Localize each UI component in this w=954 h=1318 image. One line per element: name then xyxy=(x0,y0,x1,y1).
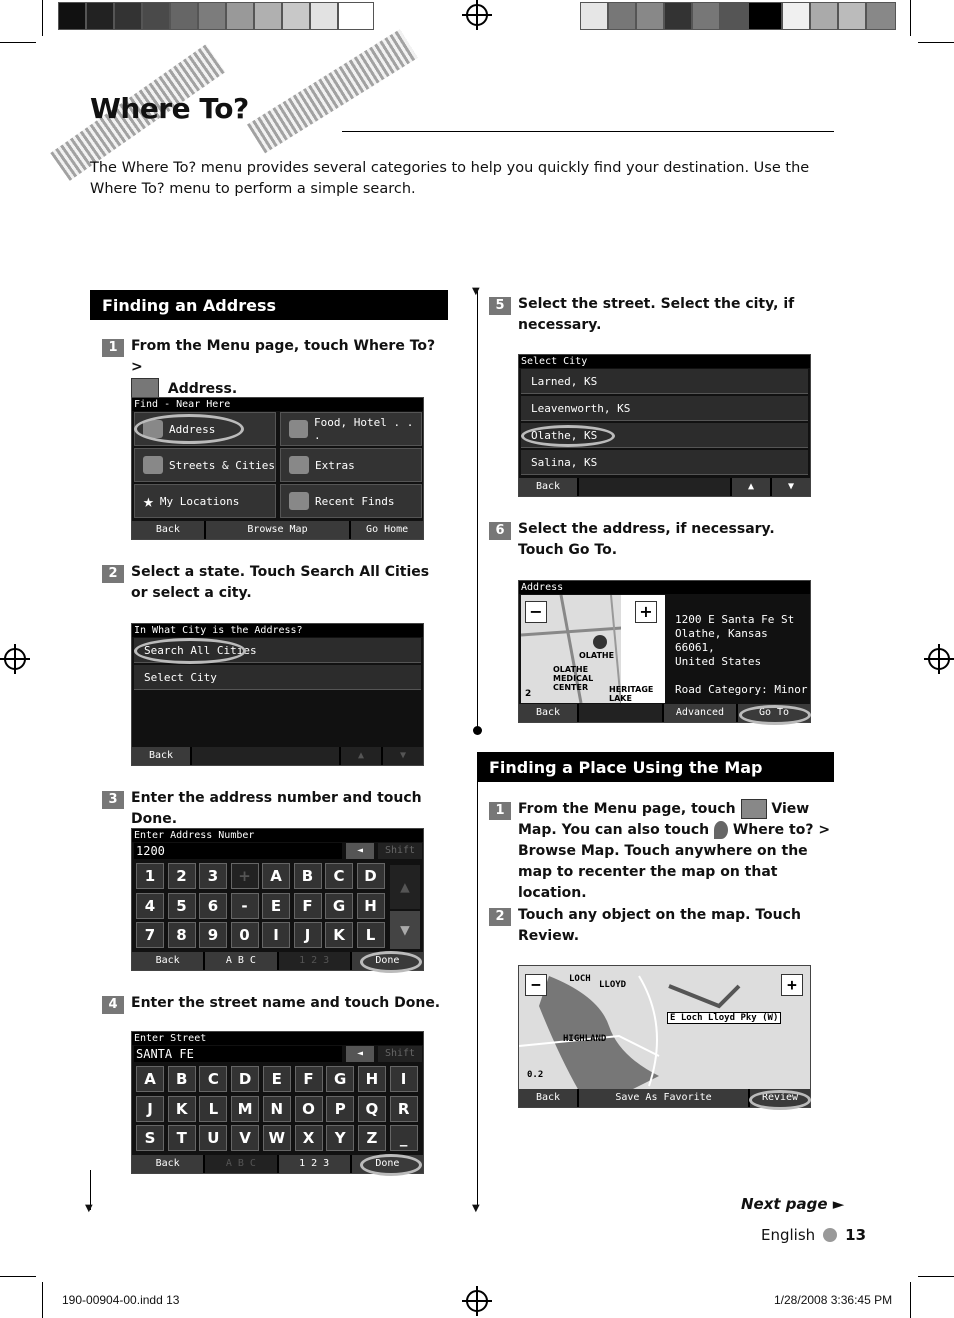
key-button[interactable]: N xyxy=(263,1096,291,1122)
zoom-in-icon[interactable]: + xyxy=(635,601,657,623)
key-button[interactable]: Q xyxy=(358,1096,386,1122)
key-button[interactable]: - xyxy=(231,893,259,919)
bullet-dot-icon xyxy=(823,1228,837,1242)
flow-arrow-icon: ▼ xyxy=(85,1203,93,1214)
city-row[interactable]: Larned, KS xyxy=(521,369,808,394)
key-button[interactable]: 1 xyxy=(136,863,164,889)
screen-title: In What City is the Address? xyxy=(132,624,423,637)
step-text: Select a state. Touch Search All Cities or select a city. xyxy=(131,564,430,601)
extras-button[interactable] xyxy=(280,448,422,482)
screen-title: Select City xyxy=(519,355,810,368)
road-label: E Loch Lloyd Pky (W) xyxy=(667,1012,781,1024)
address-line: United States xyxy=(675,655,762,668)
map-scale: 0.2 xyxy=(527,1070,544,1080)
shift-button[interactable]: Shift xyxy=(378,843,422,859)
flow-arrow-icon: ▼ xyxy=(472,1203,480,1214)
screen-button-bar xyxy=(519,478,810,496)
select-city-row[interactable]: Select City xyxy=(134,665,421,690)
step-text-part: Map. Touch anywhere on the map to recenter the map on that location. xyxy=(518,843,808,901)
screen-find-near-here xyxy=(131,397,424,540)
scroll-up-icon[interactable]: ▲ xyxy=(390,865,420,909)
key-button[interactable]: S xyxy=(136,1125,164,1151)
review-button[interactable]: Review xyxy=(750,1089,810,1107)
browse-map-button[interactable]: Browse Map xyxy=(206,521,350,539)
button-label: My Locations xyxy=(159,494,240,508)
down-arrow-icon[interactable]: ▼ xyxy=(383,747,423,765)
registration-mark-left xyxy=(4,648,26,670)
step-text xyxy=(131,336,451,400)
key-button[interactable]: E xyxy=(262,893,290,919)
key-button[interactable]: R xyxy=(390,1096,418,1122)
highlight-oval xyxy=(134,414,244,444)
key-button[interactable]: X xyxy=(295,1125,323,1151)
step-text-part: View Map. xyxy=(518,801,810,838)
key-button[interactable]: 7 xyxy=(136,922,164,948)
key-button[interactable]: B xyxy=(294,863,322,889)
map-label: OLATHE MEDICAL CENTER xyxy=(553,665,594,692)
key-button[interactable]: + xyxy=(231,863,259,889)
key-button[interactable]: 8 xyxy=(168,922,196,948)
key-button[interactable]: H xyxy=(357,893,385,919)
print-slug-right: 1/28/2008 3:36:45 PM xyxy=(774,1293,893,1307)
city-row[interactable]: Salina, KS xyxy=(521,450,808,475)
zoom-out-icon[interactable]: − xyxy=(525,601,547,623)
step-number: 6 xyxy=(489,522,511,540)
key-button[interactable]: U xyxy=(199,1125,227,1151)
key-button[interactable]: 5 xyxy=(168,893,196,919)
tire-tread-decoration xyxy=(247,29,418,153)
step-text: Select the address, if necessary. Touch Go To. xyxy=(518,521,775,558)
street-input[interactable]: SANTA FE xyxy=(134,1046,342,1062)
screen-title: Find - Near Here xyxy=(132,398,423,411)
key-button[interactable]: G xyxy=(326,1066,354,1092)
zoom-out-icon[interactable]: − xyxy=(525,974,547,996)
key-button[interactable]: 0 xyxy=(231,922,259,948)
intro-paragraph: The Where To? menu provides several categories to help you quickly find your destination. Use the Where To? menu to perform a simple search. xyxy=(90,160,810,197)
key-button[interactable]: 6 xyxy=(199,893,227,919)
step-number: 4 xyxy=(102,996,124,1014)
screen-button-bar xyxy=(132,747,423,765)
road-category: Road Category: Minor xyxy=(675,683,808,696)
key-button[interactable]: H xyxy=(358,1066,386,1092)
my-locations-button[interactable] xyxy=(134,484,276,518)
key-button[interactable]: 3 xyxy=(199,863,227,889)
flow-arrow-icon: ▼ xyxy=(472,286,480,297)
done-button[interactable]: Done xyxy=(352,1155,423,1173)
back-button[interactable]: Back xyxy=(132,1155,203,1173)
address-info xyxy=(675,613,810,697)
done-button[interactable]: Done xyxy=(352,952,423,970)
food-hotel-button[interactable] xyxy=(280,412,422,446)
back-button[interactable]: Back xyxy=(132,521,204,539)
screen-map-review xyxy=(518,965,811,1108)
title-rule xyxy=(342,131,834,132)
city-row[interactable]: Olathe, KS xyxy=(521,423,808,448)
back-button[interactable]: Back xyxy=(519,704,577,722)
screen-address-detail xyxy=(518,580,811,723)
shift-button[interactable]: Shift xyxy=(378,1046,422,1062)
back-button[interactable]: Back xyxy=(132,952,203,970)
print-slug-left: 190-00904-00.indd 13 xyxy=(62,1293,180,1307)
button-label: Streets & Cities xyxy=(169,458,275,472)
extras-icon xyxy=(289,456,309,474)
screen-city-selection xyxy=(131,623,424,766)
back-button[interactable]: Back xyxy=(519,1089,577,1107)
key-button[interactable]: D xyxy=(231,1066,259,1092)
flow-dot-icon xyxy=(473,726,482,735)
step-text-part: Where to? > Browse xyxy=(518,822,831,859)
key-button[interactable]: I xyxy=(262,922,290,948)
go-home-button[interactable]: Go Home xyxy=(351,521,423,539)
key-button[interactable]: G xyxy=(325,893,353,919)
map-label: OLATHE xyxy=(579,651,615,660)
button-label: Extras xyxy=(315,458,355,472)
key-button[interactable]: C xyxy=(199,1066,227,1092)
screen-title: Enter Street xyxy=(132,1032,423,1045)
streets-cities-button[interactable] xyxy=(134,448,276,482)
key-button[interactable]: F xyxy=(295,1066,323,1092)
back-button[interactable]: Back xyxy=(132,747,190,765)
key-button[interactable]: W xyxy=(263,1125,291,1151)
step-text-part: From the Menu page, touch xyxy=(518,801,736,817)
address-line: Olathe, Kansas 66061, xyxy=(675,627,768,654)
step-text: Enter the street name and touch Done. xyxy=(131,995,441,1011)
highlight-oval xyxy=(521,425,615,447)
backspace-icon[interactable]: ◄ xyxy=(346,843,374,859)
step-number: 1 xyxy=(102,339,124,357)
key-button[interactable]: K xyxy=(168,1096,196,1122)
key-button[interactable]: 2 xyxy=(168,863,196,889)
backspace-icon[interactable]: ◄ xyxy=(346,1046,374,1062)
key-button[interactable]: Y xyxy=(326,1125,354,1151)
key-button[interactable]: T xyxy=(168,1125,196,1151)
map-label: HERITAGE LAKE xyxy=(609,685,654,703)
step-number: 2 xyxy=(102,565,124,583)
key-button[interactable]: B xyxy=(168,1066,196,1092)
step-text: Select the street. Select the city, if necessary. xyxy=(518,296,795,333)
button-label: Food, Hotel . . . xyxy=(314,416,414,442)
back-button[interactable]: Back xyxy=(519,478,577,496)
flow-line xyxy=(477,290,478,730)
map-area[interactable] xyxy=(519,966,812,1091)
step-number: 2 xyxy=(489,908,511,926)
address-line: 1200 E Santa Fe St xyxy=(675,613,795,626)
down-arrow-icon[interactable]: ▼ xyxy=(772,478,810,496)
key-button[interactable]: A xyxy=(136,1066,164,1092)
section-heading-finding-place-map: Finding a Place Using the Map xyxy=(477,752,834,782)
key-button[interactable]: F xyxy=(294,893,322,919)
up-arrow-icon[interactable]: ▲ xyxy=(341,747,381,765)
key-button[interactable]: Z xyxy=(358,1125,386,1151)
highlight-oval xyxy=(360,1154,422,1176)
button-label: Recent Finds xyxy=(315,494,395,508)
registration-mark-bottom xyxy=(466,1290,488,1312)
registration-mark-right xyxy=(928,648,950,670)
screen-button-bar xyxy=(132,521,423,539)
screen-enter-street xyxy=(131,1031,424,1174)
up-arrow-icon[interactable]: ▲ xyxy=(732,478,770,496)
key-button[interactable]: L xyxy=(199,1096,227,1122)
page-title: Where To? xyxy=(90,92,249,125)
recent-finds-button[interactable] xyxy=(280,484,422,518)
map-preview[interactable] xyxy=(521,595,665,703)
location-pin-icon xyxy=(593,635,607,649)
step-number: 1 xyxy=(489,802,511,820)
empty-slot xyxy=(192,747,339,765)
screen-enter-address-number xyxy=(131,828,424,971)
key-button[interactable]: L xyxy=(357,922,385,948)
screen-title: Enter Address Number xyxy=(132,829,423,842)
step-text-part: Address. xyxy=(167,381,238,397)
map-label: HIGHLAND xyxy=(563,1034,607,1044)
numeric-button[interactable]: 1 2 3 xyxy=(279,952,350,970)
key-button[interactable]: P xyxy=(326,1096,354,1122)
map-scale: 2 xyxy=(525,689,532,699)
key-button[interactable]: _ xyxy=(390,1125,418,1151)
registration-mark-top xyxy=(466,4,488,26)
step-text: Enter the address number and touch Done. xyxy=(131,790,422,827)
key-button[interactable]: 9 xyxy=(199,922,227,948)
star-icon: ★ xyxy=(143,490,154,512)
empty-slot xyxy=(579,478,730,496)
step-number: 3 xyxy=(102,791,124,809)
highlight-oval xyxy=(360,951,422,973)
key-button[interactable]: A xyxy=(262,863,290,889)
zoom-in-icon[interactable]: + xyxy=(781,974,803,996)
flow-line xyxy=(477,782,478,1208)
key-button[interactable]: M xyxy=(231,1096,259,1122)
search-all-cities-row[interactable]: Search All Cities xyxy=(134,638,421,663)
city-row[interactable]: Leavenworth, KS xyxy=(521,396,808,421)
where-to-pin-icon xyxy=(714,821,728,839)
highlight-oval xyxy=(134,638,246,664)
step-number: 5 xyxy=(489,297,511,315)
abc-button[interactable]: A B C xyxy=(205,952,276,970)
key-button[interactable]: D xyxy=(357,863,385,889)
numeric-button[interactable]: 1 2 3 xyxy=(279,1155,350,1173)
address-number-input[interactable]: 1200 xyxy=(134,843,342,859)
key-button[interactable]: C xyxy=(325,863,353,889)
scroll-down-icon[interactable]: ▼ xyxy=(390,911,420,949)
step-text: Touch any object on the map. Touch Review. xyxy=(518,907,801,944)
screen-select-city xyxy=(518,354,811,497)
advanced-button[interactable]: Advanced xyxy=(664,704,736,722)
page-number: 13 xyxy=(845,1226,867,1244)
view-map-icon xyxy=(741,799,767,819)
food-icon xyxy=(289,420,308,438)
map-label: LLOYD xyxy=(599,980,627,990)
save-as-favorite-button[interactable]: Save As Favorite xyxy=(579,1089,748,1107)
key-button[interactable]: J xyxy=(136,1096,164,1122)
step-text-part: You can also touch xyxy=(561,822,710,838)
page-footer-lang xyxy=(761,1226,866,1244)
key-button[interactable]: E xyxy=(263,1066,291,1092)
button-label: Address xyxy=(169,422,216,436)
abc-button[interactable]: A B C xyxy=(205,1155,276,1173)
key-button[interactable]: V xyxy=(231,1125,259,1151)
key-button[interactable]: K xyxy=(325,922,353,948)
highlight-oval xyxy=(749,1090,811,1110)
empty-slot xyxy=(579,704,662,722)
section-heading-finding-address: Finding an Address xyxy=(90,290,448,320)
key-button[interactable]: O xyxy=(295,1096,323,1122)
next-page-link[interactable]: Next page ► xyxy=(741,1195,845,1213)
step-text xyxy=(518,799,836,904)
city-icon xyxy=(143,456,163,474)
map-label: LOCH xyxy=(569,974,591,984)
language-label: English xyxy=(761,1226,816,1244)
key-button[interactable]: 4 xyxy=(136,893,164,919)
key-button[interactable]: J xyxy=(294,922,322,948)
go-to-button[interactable]: Go To xyxy=(738,704,810,722)
recent-icon xyxy=(289,492,309,510)
highlight-oval xyxy=(739,705,811,725)
key-button[interactable]: I xyxy=(390,1066,418,1092)
step-text-part: From the Menu page, touch Where To? > xyxy=(131,338,436,375)
screen-title: Address xyxy=(519,581,810,594)
